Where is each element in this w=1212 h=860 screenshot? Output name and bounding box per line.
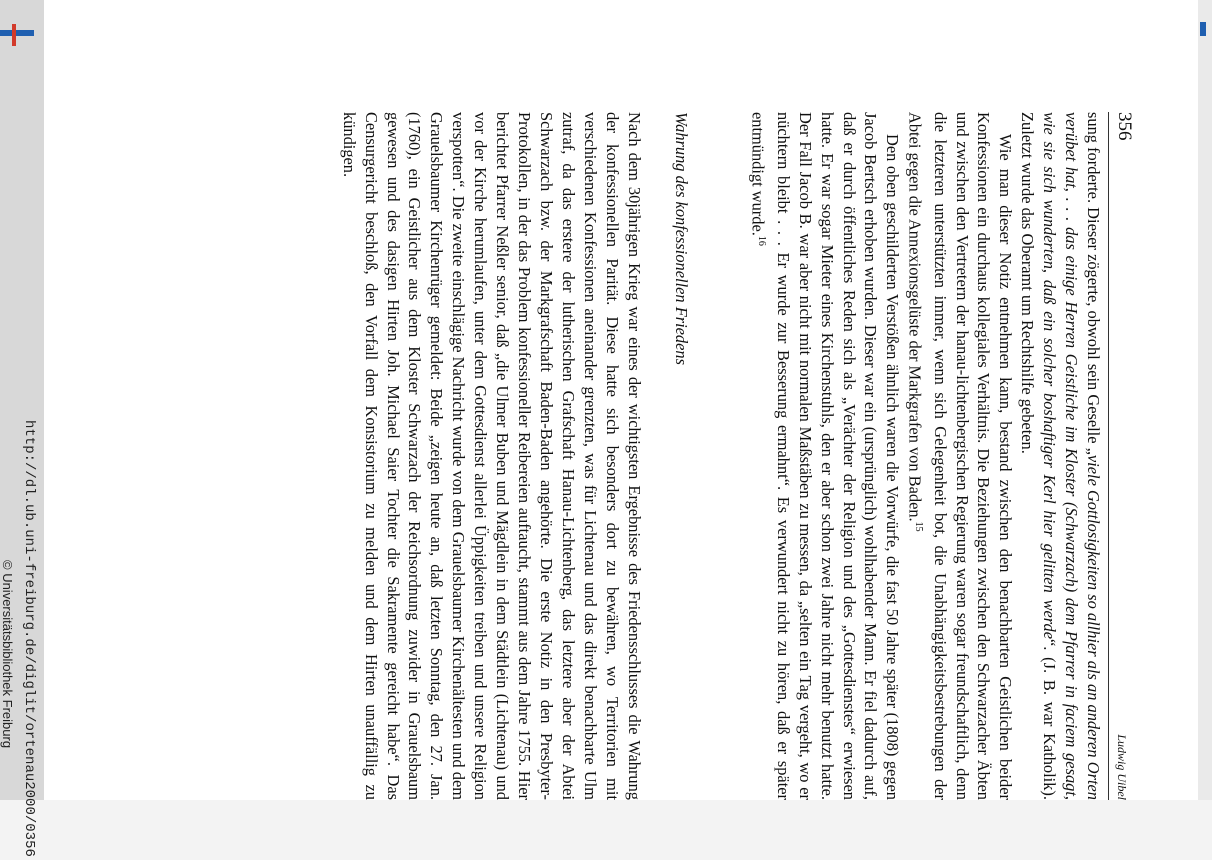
italic-quote: viele Gottlosigkeiten so allhier als an anderen Orten verübet hat, . . . das einige Herren Geistliche im Kloster (Schwarzach) dem Pfarrer in faciem gesagt, wie sie sich wunderten, daß ein solcher boshaftiger Kerl hier gelitten werde [1040, 112, 1103, 800]
color-calibration-mark [0, 30, 34, 36]
footnote-marker: 16 [755, 235, 767, 246]
running-head: Ludwig Uibel [1115, 734, 1129, 800]
page-header [1108, 112, 1135, 800]
copyright-notice: © Universitätsbibliothek Freiburg [0, 560, 15, 749]
page-number: 356 [1114, 112, 1135, 141]
paragraph-text: Den oben geschilderten Verstößen ähnlich waren die Vorwürfe, die fast 50 Jahre später (1808) gegen Jacob Bertsch erhoben wurden. Dieser war ein (ursprünglich) wohlhabender Mann. Er fiel dadurch auf, daß er durch öffentliches Reden sich als „Verächter der Religion und des „Gottesdienstes“ erwiesen hatte. Er war sogar Mieter eines Kirchenstuhls, den er aber schon zwei Jahre nicht mehr benutzt hatte. Der Fall Jacob B. war aber nicht mit normalen Maßstäben zu messen, da „selten ein Tag vergeht, wo er nüchtern bleibt . . . Er wurde zur Besserung ermahnt“. Es verwundert nicht zu hören, daß er später entmündigt wurde. [748, 112, 903, 800]
source-url[interactable]: http://dl.ub.uni-freiburg.de/diglit/ortenau2000/0356 [21, 420, 37, 857]
color-calibration-mark [1200, 22, 1206, 36]
paragraph-text: Wie man dieser Notiz entnehmen kann, bestand zwischen den benachbarten Geistlichen beider Konfessionen ein durchaus kollegiales Verhältnis. Die Beziehungen zwischen den Schwarzacher Äbten und zwischen den Vertretern der hanau-lichtenbergischen Regierung waren sogar freundschaftlich, denn die letzteren unterstützten immer, wenn sich Gelegenheit bot, die Unabhängigkeitsbestrebungen der Abtei gegen die Annexionsgelüste der Markgrafen von Baden. [905, 112, 1016, 800]
footnote-marker: 15 [912, 521, 924, 532]
paragraph-text: Nach dem 30jährigen Krieg war eines der wichtigsten Ergebnisse des Friedensschlusses die Wahrung der konfessionellen Parität. Diese hatte sich besonders dort zu bewähren, wo Territorien mit verschiedenen Konfessionen aneinander grenzten, was für Lichtenau und das direkt benachbarte Ulm zutraf, da das erstere der lutherischen Grafschaft Hanau-Lichtenberg, das letztere aber der Abtei Schwarzach bzw. der Markgrafschaft Baden-Baden angehörte. Die erste Notiz in den Presbyter-Protokollen, in der das Problem konfessioneller Reibereien auftaucht, stammt aus dem Jahre 1755. Hier berichtet Pfarrer Neßler senior, daß „die Ulmer Buben und Mägdlein in dem Städtlein (Lichtenau) und vor der Kirche herumlaufen, unter dem Gottesdienst allerlei Üppigkeiten treiben und unsere Religion verspotten“. Die zweite einschlägige Nachricht wurde von dem Grauelsbaumer Kirchenältesten und dem Grauelsbaumer Kirchenrüger gemeldet: Beide „zeigen heute an, daß letzten Sonntag, den 27. Jan. (1760), ein Geistlicher aus dem Kloster Schwarzach der Reichsordnung zuwider in Grauelsbaum gewesen und des dasigen Hirten Joh. Michael Saier Tochter die Sakramente gereicht habe“. Das Censurgericht beschloß, den Vorfall dem Konsistorium zu melden und dem Hirten unauffällig zu kündigen. [339, 112, 644, 800]
paragraph [903, 112, 1016, 800]
paragraph-text: sung forderte. Dieser zögerte, obwohl sein Geselle „ [1084, 112, 1103, 455]
color-calibration-mark-red [12, 24, 16, 46]
paragraph [1016, 112, 1104, 800]
body-text-bottom [338, 112, 645, 800]
section-heading: Wahrung des konfessionellen Friedens [671, 112, 691, 365]
paragraph [338, 112, 645, 800]
paragraph [747, 112, 904, 800]
paragraph-text: “. (J. B. war Katholik). Zuletzt wurde das Oberamt um Rechtshilfe gebeten. [1018, 112, 1060, 800]
body-text-top [747, 112, 1104, 800]
page-content-rotated [75, 112, 1135, 800]
right-margin-strip [1198, 0, 1212, 800]
book-page-scan [44, 0, 1198, 800]
